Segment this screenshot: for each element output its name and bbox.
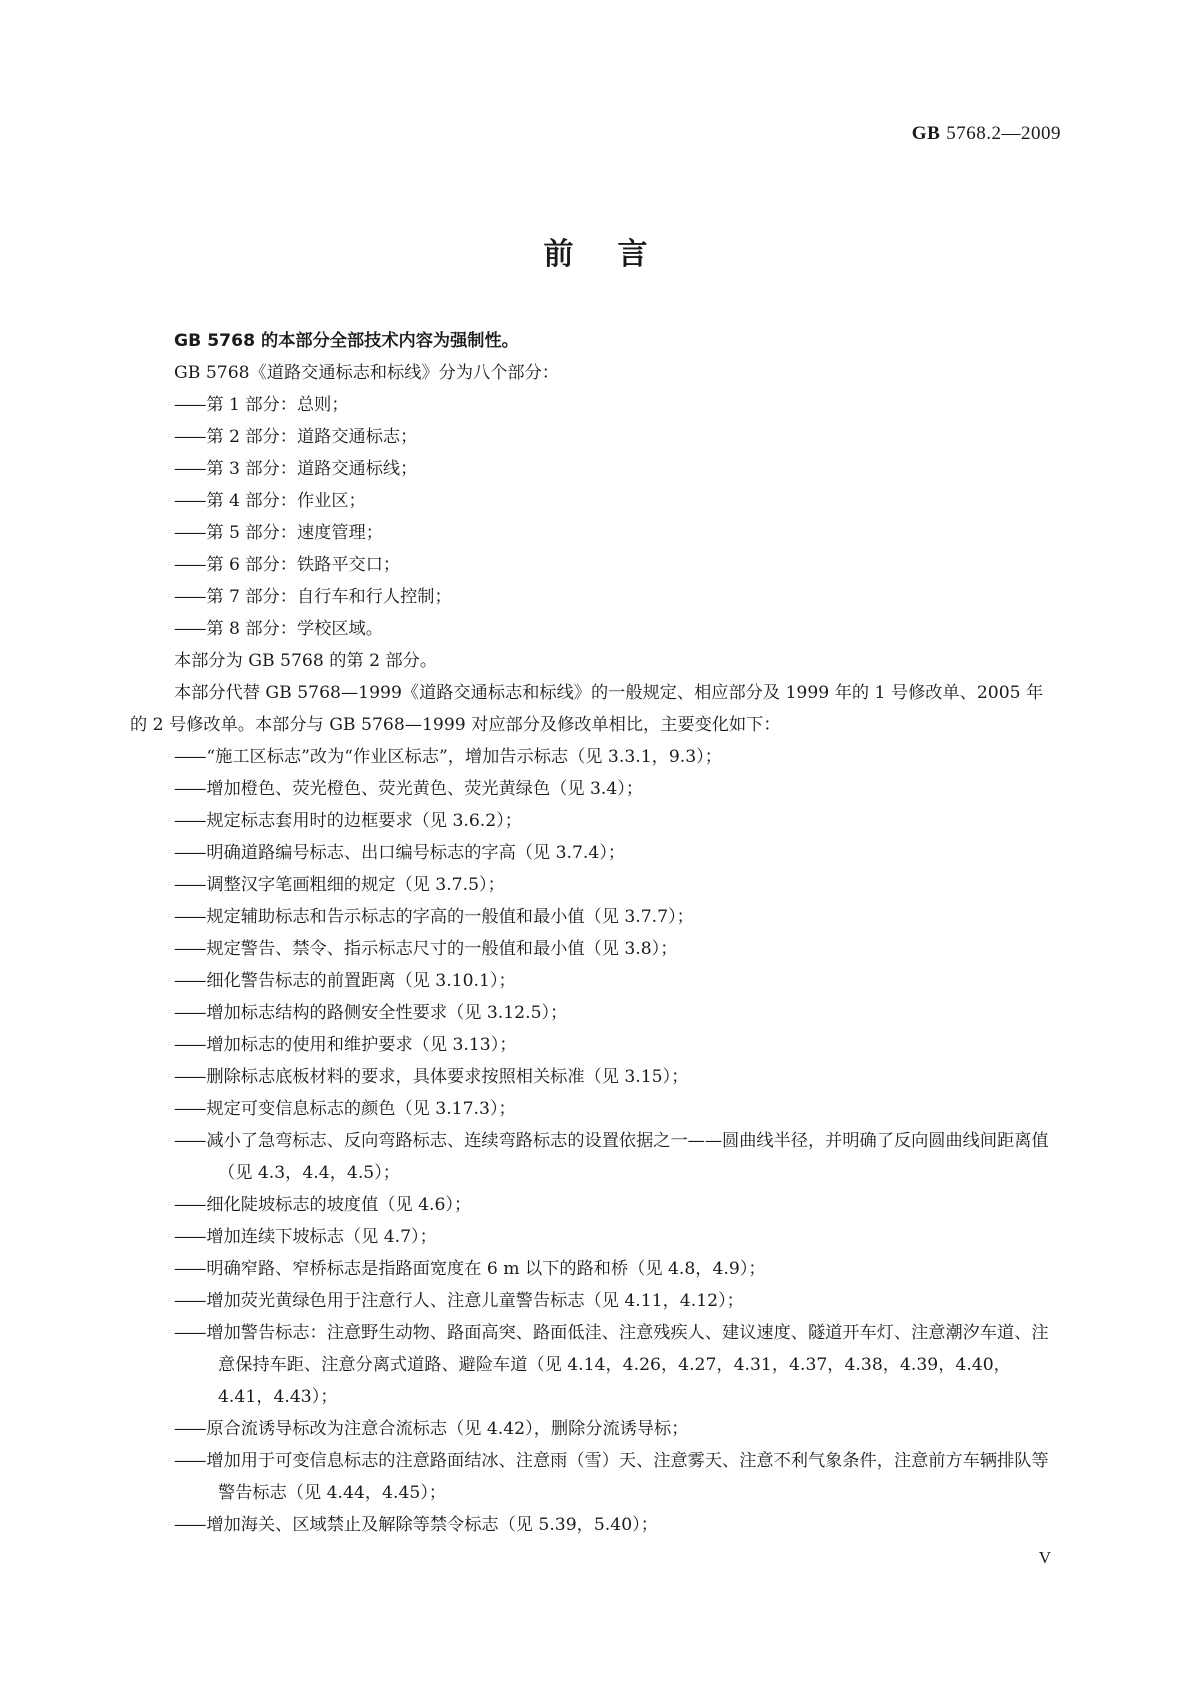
foreword-body [130, 325, 1060, 1541]
dash-marker: —— [174, 1259, 205, 1279]
change-item: —— 明确窄路、窄桥标志是指路面宽度在 6 m 以下的路和桥（见 4.8，4.9）； [174, 1259, 766, 1279]
dash-marker: —— [174, 811, 205, 831]
change-item: —— 增加荧光黄绿色用于注意行人、注意儿童警告标志（见 4.11，4.12）； [174, 1291, 744, 1311]
dash-marker: —— [174, 1195, 205, 1215]
dash-marker: —— [174, 459, 205, 479]
dash-marker: —— [174, 939, 205, 959]
code-prefix: GB [911, 123, 941, 144]
dash-marker: —— [174, 1131, 205, 1151]
change-item: —— 删除标志底板材料的要求，具体要求按照相关标准（见 3.15）； [174, 1067, 689, 1087]
dash-marker: —— [174, 971, 205, 991]
list-item: —— 第 8 部分：学校区域。 [174, 619, 383, 639]
list-item: —— 第 4 部分：作业区； [174, 491, 366, 511]
dash-marker: —— [174, 555, 205, 575]
change-item: —— 增加标志的使用和维护要求（见 3.13）； [174, 1035, 517, 1055]
dash-marker: —— [174, 1515, 205, 1535]
change-item: —— 增加连续下坡标志（见 4.7）； [174, 1227, 437, 1247]
dash-marker: —— [174, 491, 205, 511]
dash-marker: —— [174, 1419, 205, 1439]
page-number: V [1038, 1548, 1051, 1567]
change-item: —— 增加警告标志：注意野生动物、路面高突、路面低洼、注意残疾人、建议速度、隧道开车灯、注意潮汐车道、注意保持车距、注意分离式道路、避险车道（见 4.14，4.26，4.27，4.31，4.37，4.38，4.39，4.40，4.41，4.43）； [174, 1323, 1049, 1407]
document-code [912, 123, 1061, 145]
change-item: —— 细化陡坡标志的坡度值（见 4.6）； [174, 1195, 472, 1215]
change-item: —— “施工区标志”改为“作业区标志”，增加告示标志（见 3.3.1，9.3）； [174, 747, 722, 767]
dash-marker: —— [174, 875, 205, 895]
dash-marker: —— [174, 1323, 205, 1343]
parts-intro: GB 5768《道路交通标志和标线》分为八个部分： [174, 363, 559, 383]
change-item: —— 增加标志结构的路侧安全性要求（见 3.12.5）； [174, 1003, 568, 1023]
dash-marker: —— [174, 1067, 205, 1087]
code-number: 5768.2—2009 [946, 123, 1061, 144]
change-item: —— 减小了急弯标志、反向弯路标志、连续弯路标志的设置依据之一——圆曲线半径，并明确了反向圆曲线间距离值（见 4.3，4.4，4.5）； [174, 1131, 1049, 1183]
dash-marker: —— [174, 747, 205, 767]
change-item: —— 规定可变信息标志的颜色（见 3.17.3）； [174, 1099, 516, 1119]
dash-marker: —— [174, 1003, 205, 1023]
change-item: —— 明确道路编号标志、出口编号标志的字高（见 3.7.4）； [174, 843, 626, 863]
list-item: —— 第 3 部分：道路交通标线； [174, 459, 418, 479]
list-item: —— 第 6 部分：铁路平交口； [174, 555, 401, 575]
change-item: —— 增加海关、区域禁止及解除等禁令标志（见 5.39，5.40）； [174, 1515, 658, 1535]
dash-marker: —— [174, 427, 205, 447]
dash-marker: —— [174, 1099, 205, 1119]
dash-marker: —— [174, 395, 205, 415]
replacement-paragraph: 本部分代替 GB 5768—1999《道路交通标志和标线》的一般规定、相应部分及 1999 年的 1 号修改单、2005 年的 2 号修改单。本部分与 GB 5768—1999 对应部分及修改单相比，主要变化如下： [130, 683, 1044, 735]
dash-marker: —— [174, 587, 205, 607]
change-item: —— 规定标志套用时的边框要求（见 3.6.2）； [174, 811, 522, 831]
part-statement: 本部分为 GB 5768 的第 2 部分。 [174, 651, 438, 671]
change-item: —— 增加橙色、荧光橙色、荧光黄色、荧光黄绿色（见 3.4）； [174, 779, 644, 799]
change-item: —— 规定辅助标志和告示标志的字高的一般值和最小值（见 3.7.7）； [174, 907, 694, 927]
mandatory-statement: GB 5768 的本部分全部技术内容为强制性。 [174, 331, 519, 351]
change-item: —— 调整汉字笔画粗细的规定（见 3.7.5）； [174, 875, 505, 895]
dash-marker: —— [174, 523, 205, 543]
dash-marker: —— [174, 1291, 205, 1311]
change-item: —— 细化警告标志的前置距离（见 3.10.1）； [174, 971, 516, 991]
list-item: —— 第 2 部分：道路交通标志； [174, 427, 418, 447]
dash-marker: —— [174, 619, 205, 639]
dash-marker: —— [174, 1451, 205, 1471]
change-item: —— 增加用于可变信息标志的注意路面结冰、注意雨（雪）天、注意雾天、注意不利气象条件，注意前方车辆排队等警告标志（见 4.44，4.45）； [174, 1451, 1049, 1503]
dash-marker: —— [174, 1227, 205, 1247]
page-title: 前言 [543, 237, 692, 272]
dash-marker: —— [174, 843, 205, 863]
dash-marker: —— [174, 1035, 205, 1055]
dash-marker: —— [174, 907, 205, 927]
list-item: —— 第 5 部分：速度管理； [174, 523, 383, 543]
change-item: —— 规定警告、禁令、指示标志尺寸的一般值和最小值（见 3.8）； [174, 939, 678, 959]
list-item: —— 第 1 部分：总则； [174, 395, 349, 415]
change-item: —— 原合流诱导标改为注意合流标志（见 4.42），删除分流诱导标； [174, 1419, 689, 1439]
dash-marker: —— [174, 779, 205, 799]
list-item: —— 第 7 部分：自行车和行人控制； [174, 587, 452, 607]
